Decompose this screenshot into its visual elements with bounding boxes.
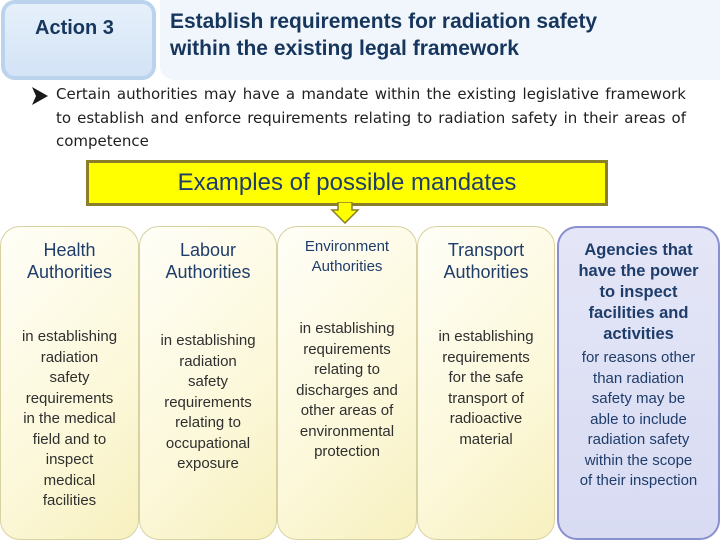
arrow-bullet-icon [30, 84, 50, 108]
mandate-card-body-line: relating to [175, 414, 241, 431]
mandate-card-title [1, 239, 138, 283]
mandate-card-title-line: Environment [304, 238, 390, 255]
mandate-card-body-line: than radiation [593, 369, 684, 387]
mandate-card-body [559, 348, 718, 492]
mandate-card-body-line: in establishing [438, 328, 534, 345]
intro-text-part-1: Certain authorities may have a mandate within the existing legislative framework to establish and enforce requirements relating to radiation safety [56, 85, 686, 127]
action-label-box [1, 0, 156, 80]
mandate-card-title [278, 237, 416, 277]
slide-title-line-1: Establish requirements for radiation safety [170, 10, 598, 33]
mandate-card-body-line: radiation [40, 348, 99, 366]
mandate-card-title-line: Authorities [26, 262, 113, 282]
mandate-card-body [140, 331, 276, 475]
mandate-card-body-line: facilities [42, 492, 97, 509]
mandate-card-body [418, 327, 554, 450]
mandate-card-body [1, 327, 138, 512]
mandate-card-title-line: Transport [447, 240, 525, 260]
mandate-card-body-line: requirements [303, 340, 391, 358]
mandate-card-title [140, 239, 276, 283]
examples-banner [86, 160, 608, 206]
mandate-card-title-line: Authorities [443, 262, 529, 282]
mandate-card-body-line: radiation safety [587, 431, 690, 448]
intro-paragraph [56, 83, 686, 154]
slide-title [170, 8, 715, 62]
mandate-card-labour [139, 226, 277, 540]
mandate-card-title-line: Health [43, 240, 96, 260]
mandate-card-title-line: Authorities [311, 258, 383, 275]
mandate-card-title-line: have the power [578, 262, 699, 280]
mandate-card-body-line: for the safe [448, 369, 524, 386]
mandate-card-body-line: medical [43, 471, 96, 489]
mandate-card-body-line: radiation [179, 352, 237, 370]
mandate-card-title-line: facilities and [588, 304, 689, 322]
mandate-card-title-line: Agencies that [584, 241, 693, 259]
mandate-card-body-line: exposure [177, 455, 239, 472]
slide-title-line-2: within the existing legal framework [170, 37, 519, 60]
mandate-card-transport [417, 226, 555, 540]
mandate-card-body-line: in establishing [299, 320, 395, 337]
mandate-card-body-line: safety [187, 373, 229, 390]
mandate-card-body-line: for reasons other [581, 349, 696, 366]
mandate-card-title [418, 239, 554, 283]
intro-text-part-2: in their areas of competence [56, 108, 687, 150]
mandate-card-body [278, 319, 416, 463]
mandate-card-body-line: transport of [448, 389, 524, 407]
mandate-card-body-line: in establishing [160, 332, 256, 349]
mandate-card-body-line: protection [314, 443, 380, 460]
mandate-card-body-line: in establishing [21, 328, 118, 345]
mandate-card-body-line: material [459, 430, 513, 448]
mandate-card-health [0, 226, 139, 540]
mandate-card-body-line: inspect [45, 451, 94, 468]
mandate-card-body-line: in the medical [23, 410, 116, 427]
mandate-card-title-line: Labour [179, 240, 237, 260]
mandate-card-title-line: activities [603, 325, 674, 343]
slide-title-box [160, 0, 720, 80]
mandate-card-body-line: environmental [299, 422, 395, 440]
mandate-card-agencies [557, 226, 720, 540]
mandate-card-title-line: to inspect [599, 283, 678, 301]
mandate-card-title-line: Authorities [165, 262, 251, 282]
mandate-card-body-line: safety [49, 369, 90, 386]
mandate-card-body-line: requirements [164, 393, 252, 411]
mandate-card-body-line: of their inspection [579, 472, 698, 489]
mandate-card-body-line: discharges and [296, 381, 398, 399]
mandate-card-environment [277, 226, 417, 540]
mandate-card-body-line: within the scope [584, 451, 693, 469]
mandate-card-title [559, 240, 718, 345]
mandate-card-body-line: occupational [165, 434, 251, 452]
mandate-card-body-line: requirements [25, 389, 114, 407]
mandate-card-body-line: safety may be [591, 390, 686, 407]
mandate-card-body-line: radioactive [449, 410, 523, 427]
mandate-card-body-line: requirements [442, 348, 530, 366]
mandate-card-body-line: other areas of [300, 402, 394, 419]
examples-banner-label: Examples of possible mandates [177, 169, 517, 196]
mandate-card-body-line: able to include [590, 410, 687, 428]
mandate-card-body-line: field and to [32, 430, 107, 448]
mandate-card-body-line: relating to [314, 361, 380, 378]
action-label: Action 3 [35, 17, 114, 39]
down-arrow-icon [330, 202, 360, 224]
